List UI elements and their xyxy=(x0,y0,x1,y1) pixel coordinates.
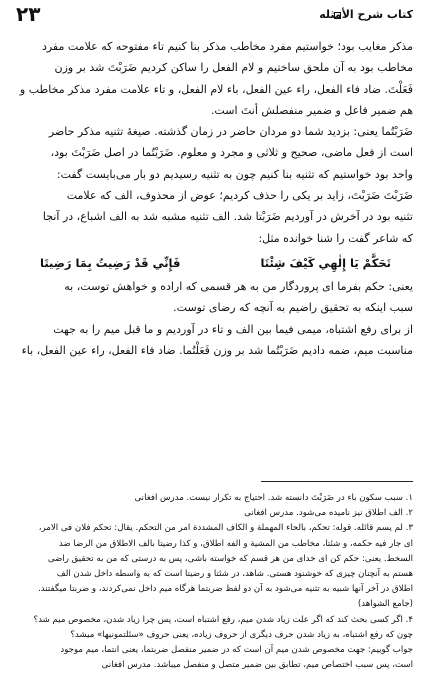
footnote-line: ای جار فیه حکمه، و شئتا، مخاطب من المشیة و الفه اطلاق، و کذا رضیتا بالف الاطلاق من الرضا ضد xyxy=(58,538,413,549)
body-line: ضَرَبْتَ ضَرَبْتَ، زاید بر یکی را حذف کردیم؛ عوض از محذوف، الف که علامت xyxy=(66,189,413,203)
footnote-line: (جامع الشواهد) xyxy=(357,599,413,610)
verse-first-hemistich: تَحَكَّمْ يَا إِلٰهِي كَيْفَ شِئْتَا xyxy=(260,255,391,270)
body-line: از برای رفع اشتباه، میمی فیما بین الف و تاء در آوردیم و ما قبل میم را به جهت xyxy=(53,322,413,336)
footnote-line: ۱. سبب سکون باء در ضَرَبْتَ دانسته شد. احتیاج به تکرار نیست. مدرس افغانی xyxy=(134,493,413,503)
body-line: ضَرَبْتُما یعنی: بزدید شما دو مردان حاضر در زمان گذشته. صیغهٔ تثنیه مذکر حاضر xyxy=(48,125,413,139)
body-line: که شاعر گفت را شنا خوانده مثل: xyxy=(258,231,413,245)
footnote-line: اطلاق در آخر آنها شبیه به تثنیه می‌شود به آن دو لفظ ضربتما هرگاه میم داخل نمی‌کردند، و ضربتا میگفتند. xyxy=(38,584,413,595)
main-text xyxy=(14,36,413,361)
body-line: یعنی: حکم بفرما ای پروردگار من به هر قسمی که اراده و خواهش توست، به xyxy=(64,279,413,293)
footnote-line: جواب گوییم: جهت مخصوص شدن میم آن است که در ضمیر منفصل ضربتما، یعنی انتما، میم موجود xyxy=(60,645,413,656)
body-line: مذکر مغایب بود؛ خواستیم مفرد مخاطب مذکر بنا کنیم تاء مفتوحه که علامت مفرد xyxy=(41,40,413,53)
body-line: فَعَلْتَ. ضاد فاء الفعل، راء عین الفعل، باء لام الفعل، و تاء علامت مفرد مذکر مخاطب و xyxy=(19,82,413,96)
footnote-line: ۳. لم یسم قائله. قوله: تحکم، بالحاء المهملة و الکاف المشددة امر من التحکم. یقال: تحکم فلان فی الامر، xyxy=(38,523,413,534)
body-line: هم ضمیر فاعل و ضمیر منفصلش أنتَ است. xyxy=(210,103,413,117)
footnote-divider xyxy=(261,481,413,482)
footnote-line: چون که رفع اشتباه، به زیاد شدن حرف دیگری از حروف زیاده، یعنی حروف «سئلتمونیها» میشد؟ xyxy=(70,629,413,640)
running-title: کتاب شرح الأمثله xyxy=(319,8,413,21)
footnote-line: السخط. یعنی: حکم کن ای خدای من هر قسم که خواسته باشی، پس به درستی که من به تحقیق راضی xyxy=(47,553,413,564)
body-line: مناسبت میم، ضمه دادیم ضَرَبْتُما شد بر وزن فَعَلْتُما. ضاد فاء الفعل، راء عین الفعل، باء xyxy=(21,343,413,357)
square-ornament-icon xyxy=(334,12,341,19)
footnotes xyxy=(14,491,413,673)
footnote-line: هستم به آنچنان چیزی که خوشنود هستی. شاهد، در شئتا و رضیتا است که به واسطه داخل شدن الف xyxy=(56,569,413,580)
body-line: سبب اینکه به تحقیق راضیم به آنچه که رضای توست. xyxy=(173,301,413,315)
body-line: تثنیه بود در آخرش در آوردیم ضَرَبْتا شد. الف تثنیه مشبه شد به الف اشباع، در آنجا xyxy=(42,210,413,224)
poem-verse xyxy=(14,251,413,276)
page-header xyxy=(16,4,413,28)
page-number: ۲۳ xyxy=(16,2,41,26)
body-line: مخاطب بود به آن ملحق ساختیم و لام الفعل را ساکن کردیم ضَرَبْتَ شد بر وزن xyxy=(54,61,413,75)
body-line: است از فعل ماضی، صحیح و ثلاثی و مجرد و معلوم. ضَرَبْتُما در اصل ضَرَبْتَ بود، xyxy=(50,146,413,160)
footnote-line: ۴. اگر کسی بحث کند که اگر علت زیاد شدن میم، رفع اشتباه است، پس چرا زیاد شدن، مخصوص میم شد؟ xyxy=(33,614,413,625)
verse-second-hemistich: فَإِنِّي قَدْ رَضِيتُ بِمَا رَضِيتَا xyxy=(40,255,181,270)
footnote-line: ۲. الف اطلاق نیز نامیده می‌شود. مدرس افغانی xyxy=(244,508,413,519)
footnote-line: است، پس سبب اختصاص میم، تطابق بین ضمیر متصل و منفصل میباشد. مدرس افغانی xyxy=(101,660,413,671)
body-line: واحد بود خواستیم که تثنیه بنا کنیم چون به تثنیه رسیدیم دو بار می‌بایست گفت: xyxy=(56,167,413,181)
